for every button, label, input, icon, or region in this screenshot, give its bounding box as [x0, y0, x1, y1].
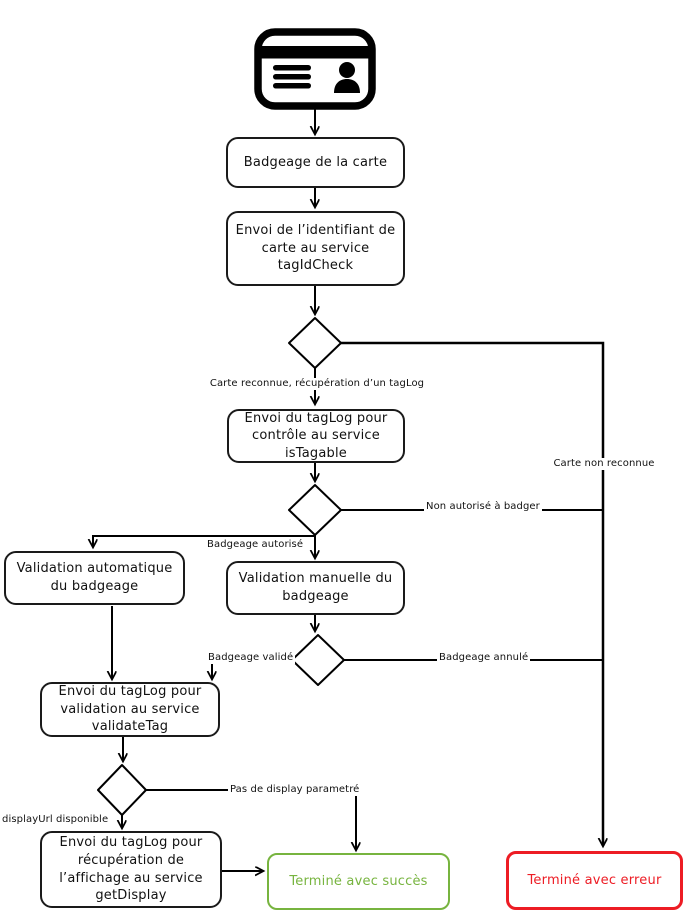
node-validate-tag: Envoi du tagLog pour validation au service validateTag	[40, 682, 220, 737]
edge-label-badge-validated: Badgeage validé	[208, 652, 294, 663]
decision-authorized	[289, 485, 341, 535]
node-tag-id-check: Envoi de l’identifiant de carte au service tagIdCheck	[226, 211, 405, 286]
node-auto-validation: Validation automatique du badgeage	[4, 551, 185, 605]
decision-card-recognized	[289, 318, 341, 368]
node-manual-validation: Validation manuelle du badgeage	[226, 561, 405, 615]
decision-validated	[292, 635, 344, 685]
node-end-success: Terminé avec succès	[267, 853, 450, 910]
edge-label-not-authorized: Non autorisé à badger	[426, 501, 540, 512]
node-is-tagable: Envoi du tagLog pour contrôle au service isTagable	[227, 409, 405, 463]
id-card-icon	[250, 26, 380, 112]
edge-label-badge-cancelled: Badgeage annulé	[439, 652, 529, 663]
edge-label-display-url: displayUrl disponible	[2, 814, 109, 825]
node-badge-card: Badgeage de la carte	[226, 137, 405, 188]
edge-label-badge-authorized: Badgeage autorisé	[207, 539, 304, 550]
node-get-display: Envoi du tagLog pour récupération de l’affichage au service getDisplay	[40, 831, 222, 908]
edge-label-no-display: Pas de display parametré	[230, 784, 360, 795]
node-end-error: Terminé avec erreur	[506, 851, 683, 910]
decision-display	[98, 765, 146, 815]
edge-label-card-recognized: Carte reconnue, récupération d’un tagLog	[209, 378, 425, 389]
edge-label-card-not-recognized: Carte non reconnue	[553, 458, 655, 469]
